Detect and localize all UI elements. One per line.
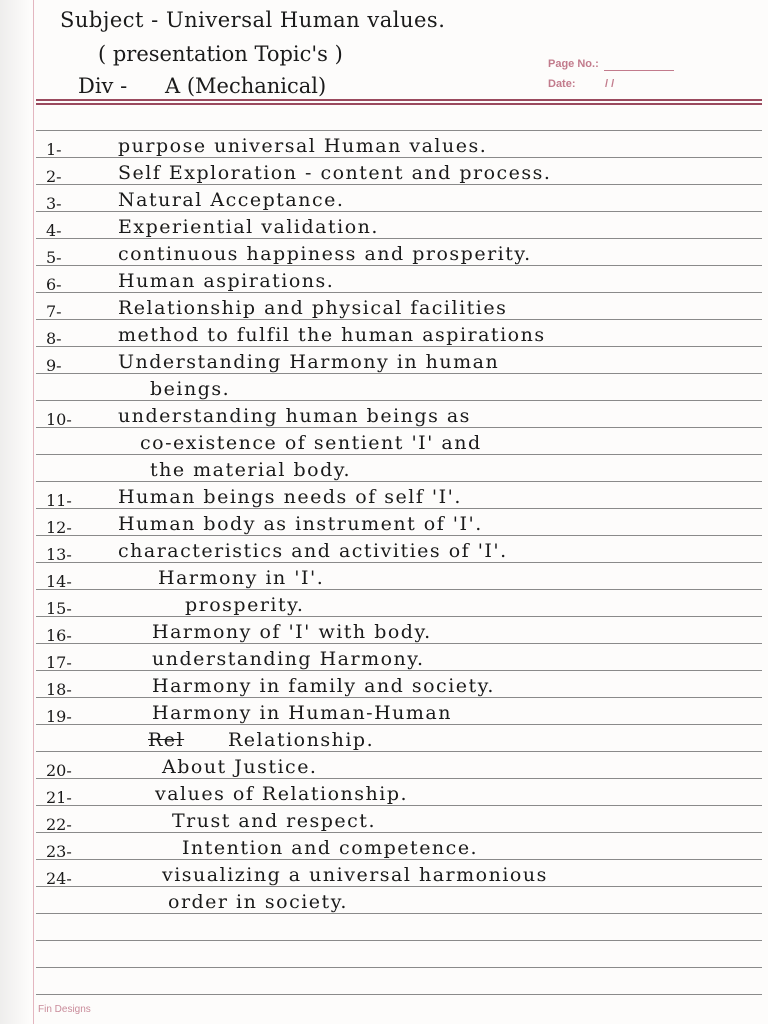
list-item-text: About Justice. — [162, 756, 318, 778]
list-item-text: Human aspirations. — [118, 270, 335, 292]
ruled-line — [36, 184, 762, 185]
notebook-brand: Fin Designs — [38, 1004, 91, 1015]
ruled-line — [36, 697, 762, 698]
list-item-text: Human beings needs of self 'I'. — [118, 486, 462, 508]
list-item-text: Self Exploration - content and process. — [118, 162, 552, 184]
list-item-number: 15- — [46, 599, 72, 618]
ruled-line — [36, 481, 762, 482]
list-item-text: Intention and competence. — [182, 837, 479, 859]
margin-line — [33, 0, 34, 1024]
list-item-text: method to fulfil the human aspirations — [118, 324, 546, 346]
list-item-text: Trust and respect. — [172, 810, 376, 832]
ruled-line — [36, 940, 762, 941]
list-item-text: Harmony in 'I'. — [158, 567, 325, 589]
list-item-continuation: order in society. — [168, 891, 348, 913]
topics-subheading: ( presentation Topic's ) — [98, 42, 343, 66]
page-no-label: Page No.: — [548, 58, 599, 70]
page-no-line — [604, 70, 674, 71]
ruled-line — [36, 400, 762, 401]
ruled-line — [36, 238, 762, 239]
ruled-line — [36, 913, 762, 914]
ruled-line — [36, 994, 762, 995]
list-item-number: 19- — [46, 707, 72, 726]
list-item-number: 4- — [46, 221, 62, 240]
list-item-number: 24- — [46, 869, 72, 888]
list-item-continuation: the material body. — [150, 459, 351, 481]
ruled-line — [36, 967, 762, 968]
list-item-text: Experiential validation. — [118, 216, 379, 238]
ruled-line — [36, 211, 762, 212]
list-item-text: prosperity. — [185, 594, 305, 616]
list-item-continuation: Relationship. — [228, 729, 375, 751]
ruled-line — [36, 805, 762, 806]
list-item-number: 2- — [46, 167, 62, 186]
list-item-number: 7- — [46, 302, 62, 321]
ruled-line — [36, 454, 762, 455]
list-item-text: Harmony in Human-Human — [152, 702, 452, 724]
list-item-number: 11- — [46, 491, 72, 510]
list-item-text: visualizing a universal harmonious — [162, 864, 548, 886]
ruled-line — [36, 832, 762, 833]
ruled-line — [36, 778, 762, 779]
list-item-number: 20- — [46, 761, 72, 780]
list-item-text: values of Relationship. — [155, 783, 409, 805]
list-item-number: 3- — [46, 194, 62, 213]
list-item-number: 8- — [46, 329, 62, 348]
list-item-number: 17- — [46, 653, 72, 672]
ruled-line — [36, 130, 762, 131]
ruled-line — [36, 670, 762, 671]
crossed-out-word: Rel — [148, 729, 185, 751]
list-item-text: purpose universal Human values. — [118, 135, 488, 157]
ruled-line — [36, 859, 762, 860]
ruled-line — [36, 562, 762, 563]
ruled-line — [36, 292, 762, 293]
list-item-number: 12- — [46, 518, 72, 537]
ruled-line — [36, 157, 762, 158]
date-label: Date: — [548, 78, 576, 90]
list-item-number: 18- — [46, 680, 72, 699]
ruled-line — [36, 589, 762, 590]
list-item-number: 1- — [46, 140, 62, 159]
list-item-text: Harmony of 'I' with body. — [152, 621, 432, 643]
list-item-text: Understanding Harmony in human — [118, 351, 500, 373]
list-item-text: Relationship and physical facilities — [118, 297, 508, 319]
list-item-text: Natural Acceptance. — [118, 189, 345, 211]
ruled-line — [36, 886, 762, 887]
list-item-number: 10- — [46, 410, 72, 429]
list-item-continuation: co-existence of sentient 'I' and — [140, 432, 482, 454]
list-item-number: 23- — [46, 842, 72, 861]
ruled-line — [36, 724, 762, 725]
header-rule — [36, 103, 762, 105]
list-item-number: 9- — [46, 356, 62, 375]
list-item-text: characteristics and activities of 'I'. — [118, 540, 508, 562]
subject-heading: Subject - Universal Human values. — [60, 8, 446, 32]
ruled-line — [36, 427, 762, 428]
division-prefix: Div - — [78, 74, 128, 98]
header-rule — [36, 99, 762, 101]
ruled-line — [36, 373, 762, 374]
list-item-number: 16- — [46, 626, 72, 645]
ruled-line — [36, 508, 762, 509]
ruled-line — [36, 346, 762, 347]
ruled-line — [36, 535, 762, 536]
ruled-line — [36, 265, 762, 266]
ruled-line — [36, 643, 762, 644]
list-item-text: understanding Harmony. — [152, 648, 425, 670]
list-item-number: 13- — [46, 545, 72, 564]
list-item-text: understanding human beings as — [118, 405, 471, 427]
ruled-line — [36, 616, 762, 617]
date-value: / / — [605, 78, 615, 90]
list-item-number: 21- — [46, 788, 72, 807]
list-item-text: Harmony in family and society. — [152, 675, 495, 697]
list-item-text: Human body as instrument of 'I'. — [118, 513, 483, 535]
division-label: A (Mechanical) — [165, 74, 327, 98]
list-item-continuation: beings. — [150, 378, 231, 400]
list-item-text: continuous happiness and prosperity. — [118, 243, 532, 265]
ruled-line — [36, 751, 762, 752]
list-item-number: 14- — [46, 572, 72, 591]
list-item-number: 6- — [46, 275, 62, 294]
list-item-number: 5- — [46, 248, 62, 267]
ruled-line — [36, 319, 762, 320]
list-item-number: 22- — [46, 815, 72, 834]
